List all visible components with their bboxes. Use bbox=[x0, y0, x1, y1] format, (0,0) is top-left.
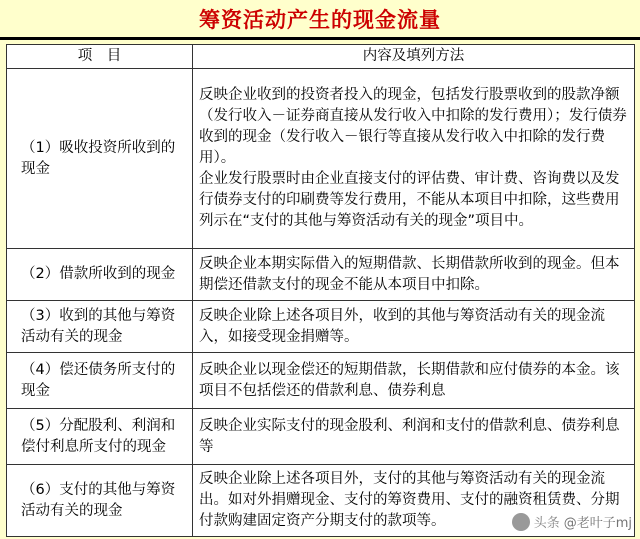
table-row bbox=[7, 409, 635, 465]
row-item: （1）吸收投资所收到的现金 bbox=[7, 69, 193, 249]
row-desc-para: 反映企业收到的投资者投入的现金，包括发行股票收到的股款净额（发行收入－证券商直接从发行收入中扣除的发行费用）；发行债券收到的现金（发行收入－银行等直接从发行收入中扣除的发行费用）。 bbox=[199, 87, 627, 166]
row-item: （5）分配股利、利润和偿付利息所支付的现金 bbox=[7, 409, 193, 465]
table-row bbox=[7, 301, 635, 353]
title-bar bbox=[0, 0, 640, 38]
row-desc-para: 反映企业以现金偿还的短期借款，长期借款和应付债券的本金。该项目不包括偿还的借款利息、债券利息 bbox=[199, 361, 620, 399]
header-item: 项 目 bbox=[7, 45, 193, 69]
row-item: （2）借款所收到的现金 bbox=[7, 249, 193, 301]
row-desc-para: 反映企业除上述各项目外，支付的其他与筹资活动有关的现金流出。如对外捐赠现金、支付的筹资费用、支付的融资租赁费、分期付款购建固定资产分期支付的款项等。 bbox=[199, 471, 620, 529]
table-header-row bbox=[7, 45, 635, 69]
cash-flow-table bbox=[6, 44, 635, 537]
header-desc: 内容及填列方法 bbox=[193, 45, 635, 69]
watermark-handle: @老叶子mj bbox=[563, 516, 632, 531]
row-desc-para: 反映企业实际支付的现金股利、利润和支付的借款利息、债券利息等 bbox=[199, 417, 620, 455]
row-desc bbox=[193, 249, 635, 301]
row-item: （4）偿还债务所支付的现金 bbox=[7, 353, 193, 409]
row-desc bbox=[193, 353, 635, 409]
page-title: 筹资活动产生的现金流量 bbox=[199, 7, 441, 32]
row-desc bbox=[193, 409, 635, 465]
table-row bbox=[7, 249, 635, 301]
watermark bbox=[512, 512, 632, 531]
platform-logo-icon bbox=[512, 513, 530, 531]
row-desc bbox=[193, 69, 635, 249]
title-divider bbox=[0, 37, 640, 40]
row-desc-para: 反映企业本期实际借入的短期借款、长期借款所收到的现金。但本期偿还借款支付的现金不能从本项目中扣除。 bbox=[199, 255, 620, 293]
row-desc-para: 企业发行股票时由企业直接支付的评估费、审计费、咨询费以及发行债券支付的印刷费等发行费用，不能从本项目中扣除，这些费用列示在“支付的其他与筹资活动有关的现金”项目中。 bbox=[199, 171, 620, 229]
table-row bbox=[7, 353, 635, 409]
row-item: （3）收到的其他与筹资活动有关的现金 bbox=[7, 301, 193, 353]
watermark-platform: 头条 bbox=[533, 516, 560, 531]
row-desc bbox=[193, 301, 635, 353]
table-row bbox=[7, 69, 635, 249]
row-item: （6）支付的其他与筹资活动有关的现金 bbox=[7, 465, 193, 537]
row-desc-para: 反映企业除上述各项目外，收到的其他与筹资活动有关的现金流入，如接受现金捐赠等。 bbox=[199, 307, 605, 345]
